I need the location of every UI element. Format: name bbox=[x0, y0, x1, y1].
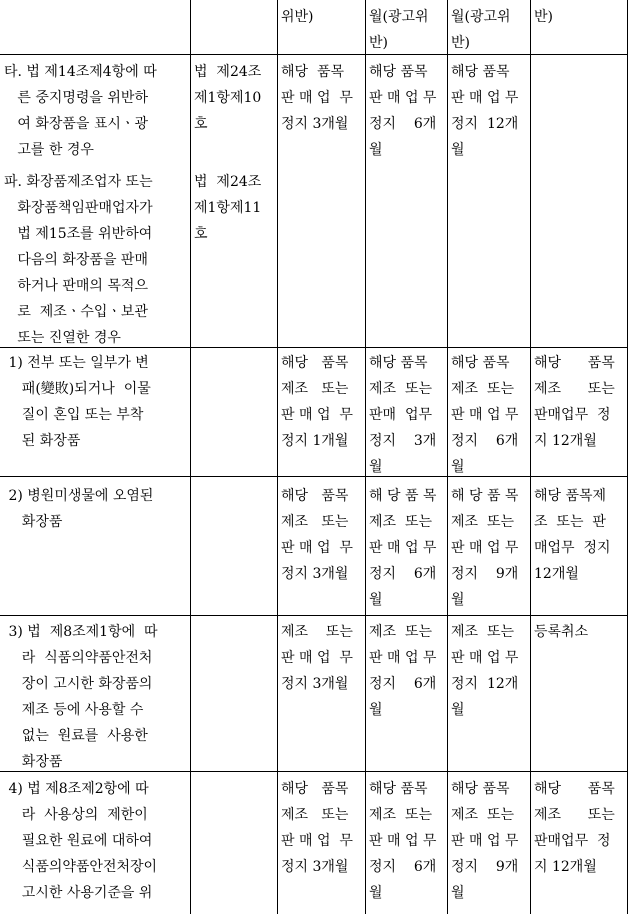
cell-line: 로 제조ㆍ수입ㆍ보관 bbox=[4, 304, 148, 320]
cell-line: 해당 품목 bbox=[451, 64, 510, 80]
cell-line: 해당 품목 bbox=[451, 355, 510, 371]
cell-line: 해당 품목 bbox=[369, 64, 428, 80]
cell-line: 정지 3개월 bbox=[281, 116, 349, 132]
cell-line: 판 매 업 무 bbox=[451, 407, 519, 423]
cell-line: 제조 또는 bbox=[451, 514, 514, 530]
cell-line: 월 bbox=[451, 142, 465, 158]
cell-line: 해당 품목 bbox=[281, 488, 349, 504]
cell-line: 제조 또는 bbox=[534, 807, 615, 823]
table-cell bbox=[4, 169, 153, 351]
cell-line: 조 또는 판 bbox=[534, 514, 606, 530]
cell-line: 정지 12개 bbox=[451, 676, 519, 692]
cell-line: 판 매 업 무 bbox=[369, 90, 437, 106]
cell-line: 판 매 업 무 bbox=[369, 650, 437, 666]
cell-line: 된 화장품 bbox=[4, 433, 81, 449]
cell-line: 라 사용상의 제한이 bbox=[4, 807, 148, 823]
cell-line: 판매업무 정 bbox=[534, 833, 611, 849]
cell-line: 판 매 업 무 bbox=[369, 833, 437, 849]
cell-line: 제조 또는 bbox=[451, 381, 514, 397]
cell-line: 판 매 업 무 bbox=[281, 90, 353, 106]
cell-line: 정지 6개 bbox=[451, 433, 519, 449]
cell-line: 판 매 업 무 bbox=[281, 540, 353, 556]
cell-line: 해당 품목 bbox=[534, 781, 615, 797]
cell-line: 등록취소 bbox=[534, 624, 589, 640]
cell-line: 정지 3개월 bbox=[281, 676, 349, 692]
table-cell bbox=[369, 59, 436, 163]
cell-line: 또는 진열한 경우 bbox=[4, 330, 121, 346]
cell-line: 지 12개월 bbox=[534, 433, 597, 449]
cell-line: 월(광고위 bbox=[451, 9, 511, 25]
cell-line: 2) 병원미생물에 오염된 bbox=[4, 488, 154, 504]
cell-line: 판 매 업 무 bbox=[451, 833, 519, 849]
cell-line: 판 매 업 무 bbox=[281, 833, 353, 849]
cell-line: 해당 품목 bbox=[369, 781, 428, 797]
cell-line: 식품의약품안전처장이 bbox=[4, 859, 158, 875]
table-cell bbox=[281, 776, 353, 880]
cell-line: 여 화장품을 표시ㆍ광 bbox=[4, 116, 148, 132]
table-cell bbox=[369, 350, 436, 480]
table-cell bbox=[281, 350, 353, 454]
cell-line: 반) bbox=[534, 9, 553, 25]
cell-line: 정지 3개월 bbox=[281, 566, 349, 582]
cell-line: 12개월 bbox=[534, 566, 579, 582]
table-cell bbox=[4, 619, 158, 775]
cell-line: 제조 또는 bbox=[281, 807, 349, 823]
column-divider bbox=[277, 0, 278, 914]
cell-line: 판 매 업 무 bbox=[451, 650, 519, 666]
table-cell bbox=[534, 619, 588, 645]
table-cell bbox=[281, 619, 353, 697]
cell-line: 판 매 업 무 bbox=[281, 407, 353, 423]
cell-line: 월 bbox=[369, 885, 383, 901]
table-cell bbox=[194, 169, 261, 247]
cell-line: 고를 한 경우 bbox=[4, 142, 94, 158]
cell-line: 정지 3개월 bbox=[281, 859, 349, 875]
cell-line: 판 매 업 무 bbox=[451, 540, 519, 556]
cell-line: 월 bbox=[451, 459, 465, 475]
cell-line: 월 bbox=[369, 592, 383, 608]
cell-line: 해당 품목 bbox=[369, 355, 428, 371]
cell-line: 른 중지명령을 위반하 bbox=[4, 90, 148, 106]
table-cell bbox=[194, 59, 261, 137]
cell-line: 제조 또는 bbox=[281, 381, 349, 397]
column-divider bbox=[447, 0, 448, 914]
cell-line: 화장품 bbox=[4, 754, 63, 770]
table-cell bbox=[451, 59, 518, 163]
column-divider bbox=[627, 0, 628, 914]
table-cell bbox=[534, 4, 553, 30]
cell-line: 필요한 원료에 대하여 bbox=[4, 833, 153, 849]
cell-line: 정지 6개 bbox=[369, 676, 437, 692]
cell-line: 1) 전부 또는 일부가 변 bbox=[4, 355, 149, 371]
cell-line: 해당 품목 bbox=[534, 355, 615, 371]
cell-line: 파. 화장품제조업자 또는 bbox=[4, 174, 153, 190]
cell-line: 제조 등에 사용할 수 bbox=[4, 702, 144, 718]
cell-line: 화장품책임판매업자가 bbox=[4, 200, 153, 216]
cell-line: 호 bbox=[194, 226, 208, 242]
cell-line: 반) bbox=[369, 35, 388, 51]
cell-line: 판 매 업 무 bbox=[451, 90, 519, 106]
column-divider bbox=[530, 0, 531, 914]
cell-line: 판 매 업 무 bbox=[369, 540, 437, 556]
cell-line: 해 당 품 목 bbox=[369, 488, 437, 504]
cell-line: 질이 혼입 또는 부착 bbox=[4, 407, 144, 423]
cell-line: 법 제24조 bbox=[194, 64, 262, 80]
cell-line: 3) 법 제8조제1항에 따 bbox=[4, 624, 158, 640]
table-cell bbox=[534, 483, 611, 587]
cell-line: 제조 또는 bbox=[451, 624, 514, 640]
cell-line: 라 식품의약품안전처 bbox=[4, 650, 153, 666]
cell-line: 정지 6개 bbox=[369, 566, 437, 582]
column-divider bbox=[365, 0, 366, 914]
cell-line: 장이 고시한 화장품의 bbox=[4, 676, 153, 692]
cell-line: 없는 원료를 사용한 bbox=[4, 728, 148, 744]
cell-line: 제조 또는 bbox=[451, 807, 514, 823]
cell-line: 법 제15조를 위반하여 bbox=[4, 226, 153, 242]
cell-line: 판 매 업 무 bbox=[281, 650, 353, 666]
cell-line: 호 bbox=[194, 116, 208, 132]
table-cell bbox=[4, 483, 153, 535]
cell-line: 제조 또는 bbox=[369, 381, 432, 397]
cell-line: 해 당 품 목 bbox=[451, 488, 519, 504]
table-cell bbox=[4, 59, 157, 163]
cell-line: 정지 9개 bbox=[451, 566, 519, 582]
cell-line: 타. 법 제14조제4항에 따 bbox=[4, 64, 157, 80]
cell-line: 제조 또는 bbox=[369, 807, 432, 823]
cell-line: 화장품 bbox=[4, 514, 63, 530]
cell-line: 판매 업무 bbox=[369, 407, 432, 423]
cell-line: 정지 3개 bbox=[369, 433, 437, 449]
cell-line: 해당 품목 bbox=[281, 64, 344, 80]
column-divider bbox=[190, 0, 191, 914]
table-cell bbox=[281, 4, 314, 30]
cell-line: 월 bbox=[451, 885, 465, 901]
cell-line: 해당 품목 bbox=[451, 781, 510, 797]
row-divider bbox=[0, 54, 628, 55]
table-cell bbox=[451, 4, 511, 56]
cell-line: 정지 6개 bbox=[369, 859, 437, 875]
cell-line: 제조 또는 bbox=[369, 514, 432, 530]
cell-line: 월 bbox=[451, 592, 465, 608]
cell-line: 매업무 정지 bbox=[534, 540, 611, 556]
cell-line: 제조 또는 bbox=[281, 514, 349, 530]
row-divider bbox=[0, 476, 628, 477]
cell-line: 정지 12개 bbox=[451, 116, 519, 132]
table-cell bbox=[369, 483, 436, 613]
cell-line: 제1항제10 bbox=[194, 90, 262, 106]
cell-line: 4) 법 제8조제2항에 따 bbox=[4, 781, 149, 797]
table-cell bbox=[369, 619, 436, 723]
table-cell bbox=[451, 776, 518, 906]
cell-line: 해당 품목제 bbox=[534, 488, 607, 504]
cell-line: 월 bbox=[369, 702, 383, 718]
cell-line: 정지 6개 bbox=[369, 116, 437, 132]
cell-line: 제조 또는 bbox=[534, 381, 615, 397]
cell-line: 제조 또는 bbox=[281, 624, 353, 640]
table-cell bbox=[369, 4, 429, 56]
cell-line: 월 bbox=[369, 459, 383, 475]
cell-line: 판매업무 정 bbox=[534, 407, 611, 423]
cell-line: 정지 1개월 bbox=[281, 433, 349, 449]
cell-line: 월 bbox=[451, 702, 465, 718]
cell-line: 고시한 사용기준을 위 bbox=[4, 885, 153, 901]
table-cell bbox=[451, 619, 518, 723]
cell-line: 제1항제11 bbox=[194, 200, 262, 216]
cell-line: 하거나 판매의 목적으 bbox=[4, 278, 148, 294]
table-cell bbox=[281, 59, 353, 137]
cell-line: 위반) bbox=[281, 9, 314, 25]
table-cell bbox=[451, 483, 518, 613]
table-cell bbox=[451, 350, 518, 480]
row-divider bbox=[0, 615, 628, 616]
cell-line: 정지 9개 bbox=[451, 859, 519, 875]
cell-line: 해당 품목 bbox=[281, 781, 349, 797]
table-cell bbox=[4, 776, 157, 906]
cell-line: 월(광고위 bbox=[369, 9, 429, 25]
cell-line: 다음의 화장품을 판매 bbox=[4, 252, 148, 268]
cell-line: 반) bbox=[451, 35, 470, 51]
cell-line: 패(變敗)되거나 이물 bbox=[4, 381, 151, 397]
cell-line: 지 12개월 bbox=[534, 859, 597, 875]
table-cell bbox=[369, 776, 436, 906]
cell-line: 법 제24조 bbox=[194, 174, 262, 190]
table-cell bbox=[534, 350, 615, 454]
cell-line: 월 bbox=[369, 142, 383, 158]
table-cell bbox=[281, 483, 353, 587]
table-cell bbox=[534, 776, 615, 880]
cell-line: 제조 또는 bbox=[369, 624, 432, 640]
cell-line: 해당 품목 bbox=[281, 355, 349, 371]
table-cell bbox=[4, 350, 151, 454]
